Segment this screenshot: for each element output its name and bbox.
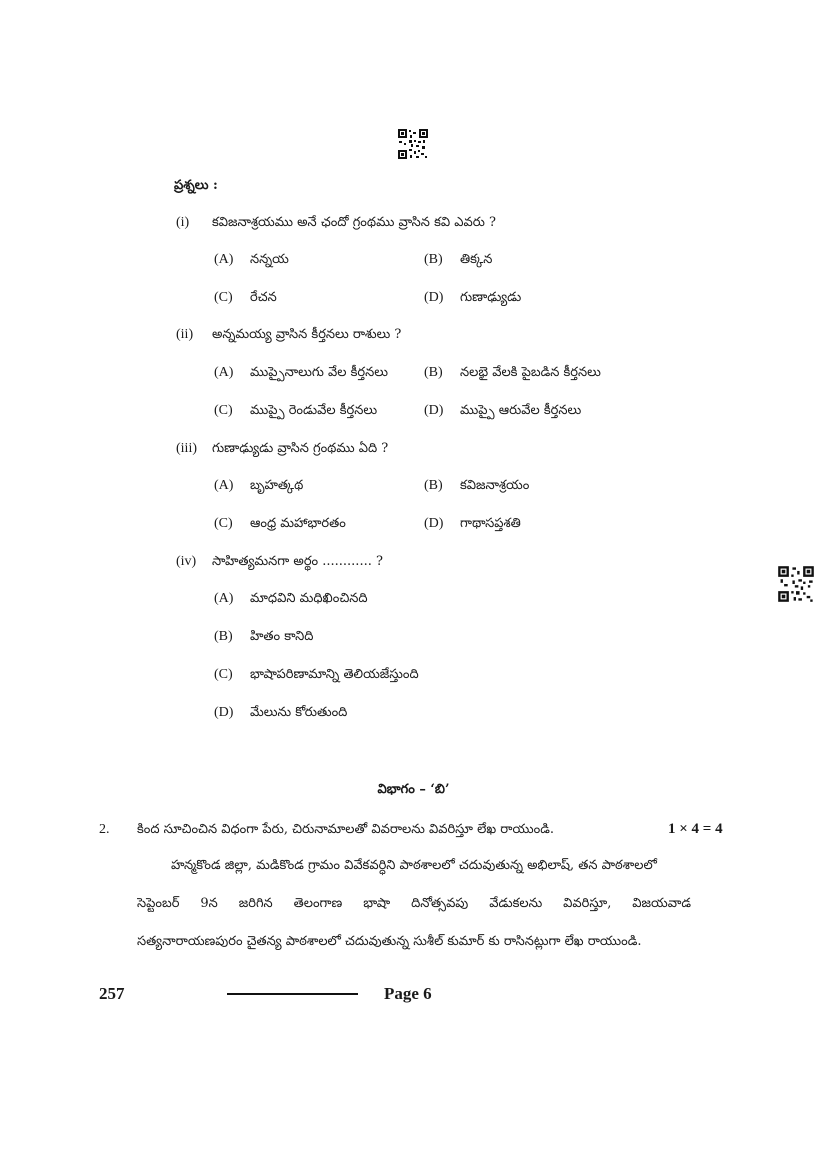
option-text: మాధవిని మధిఖించినది [250,591,368,606]
paragraph-line: హన్మకొండ జిల్లా, మడికొండ గ్రామం వివేకవర్ధిని పాఠశాలలో చదువుతున్న అభిలాష్, తన పాఠశాలలో [171,858,657,873]
paragraph-line: సెప్టెంబర్ 9న జరిగిన తెలంగాణ భాషా దినోత్సవపు వేడుకలను వివరిస్తూ, విజయవాడ [137,896,691,911]
option-label: (D) [424,290,444,305]
paper-code: 257 [99,984,125,1003]
qr-code-side [777,565,815,603]
option-label: (D) [214,705,234,720]
option-label: (C) [214,516,233,531]
option-text: తిక్కన [460,252,493,267]
option-text: నన్నయ [250,252,289,267]
paragraph-line: సత్యనారాయణపురం చైతన్య పాఠశాలలో చదువుతున్న సుశీల్ కుమార్ కు రాసినట్లుగా లేఖ రాయుండి. [137,934,642,949]
option-label: (B) [424,365,443,380]
question-text: అన్నమయ్య వ్రాసిన కీర్తనలు రాశులు ? [212,327,402,342]
option-label: (A) [214,252,234,267]
option-label: (A) [214,591,234,606]
qr-code-top [397,128,429,160]
option-text: ముప్పైనాలుగు వేల కీర్తనలు [250,365,388,380]
question-number: 2. [99,822,110,837]
option-text: గాథాసప్తశతి [460,516,521,531]
option-label: (A) [214,365,234,380]
option-text: కవిజనాశ్రయం [460,478,530,493]
page-number: Page 6 [384,984,432,1003]
question-text: కవిజనాశ్రయము అనే ఛందో గ్రంథము వ్రాసిన కవి ఎవరు ? [212,215,497,230]
option-label: (B) [214,629,233,644]
section-title: విభాగం – ‘బి’ [377,782,450,797]
question-number: (ii) [176,327,194,342]
option-text: మేలును కోరుతుంది [250,705,348,720]
option-text: ముప్పై రెండువేల కీర్తనలు [250,403,378,418]
option-label: (C) [214,290,233,305]
option-text: బృహత్కథ [250,478,304,493]
option-label: (C) [214,403,233,418]
option-label: (B) [424,478,443,493]
question-text: గుణాఢ్యుడు వ్రాసిన గ్రంథము ఏది ? [212,441,389,456]
questions-header: ప్రశ్నలు : [174,178,218,193]
option-label: (D) [424,516,444,531]
option-label: (A) [214,478,234,493]
option-text: రేచన [250,290,277,305]
option-label: (D) [424,403,444,418]
option-text: భాషాపరిణామాన్ని తెలియజేస్తుంది [250,667,419,682]
question-number: (iii) [176,441,197,456]
question-number: (iv) [176,554,197,569]
option-text: హితం కానిది [250,629,314,644]
question-text: సాహిత్యమనగా అర్థం ............ ? [212,554,383,569]
question-number: (i) [176,215,190,230]
option-text: గుణాఢ్యుడు [460,290,522,305]
marks: 1 × 4 = 4 [668,821,723,837]
option-text: ముప్పై ఆరువేల కీర్తనలు [460,403,582,418]
option-label: (C) [214,667,233,682]
question-text: కింద సూచించిన విధంగా పేరు, చిరునామాలతో వివరాలను వివరిస్తూ లేఖ రాయుండి. [137,822,555,837]
option-text: ఆంధ్ర మహాభారతం [250,516,346,531]
option-text: నలభై వేలకి పైబడిన కీర్తనలు [460,365,601,380]
footer-divider [227,993,358,995]
option-label: (B) [424,252,443,267]
